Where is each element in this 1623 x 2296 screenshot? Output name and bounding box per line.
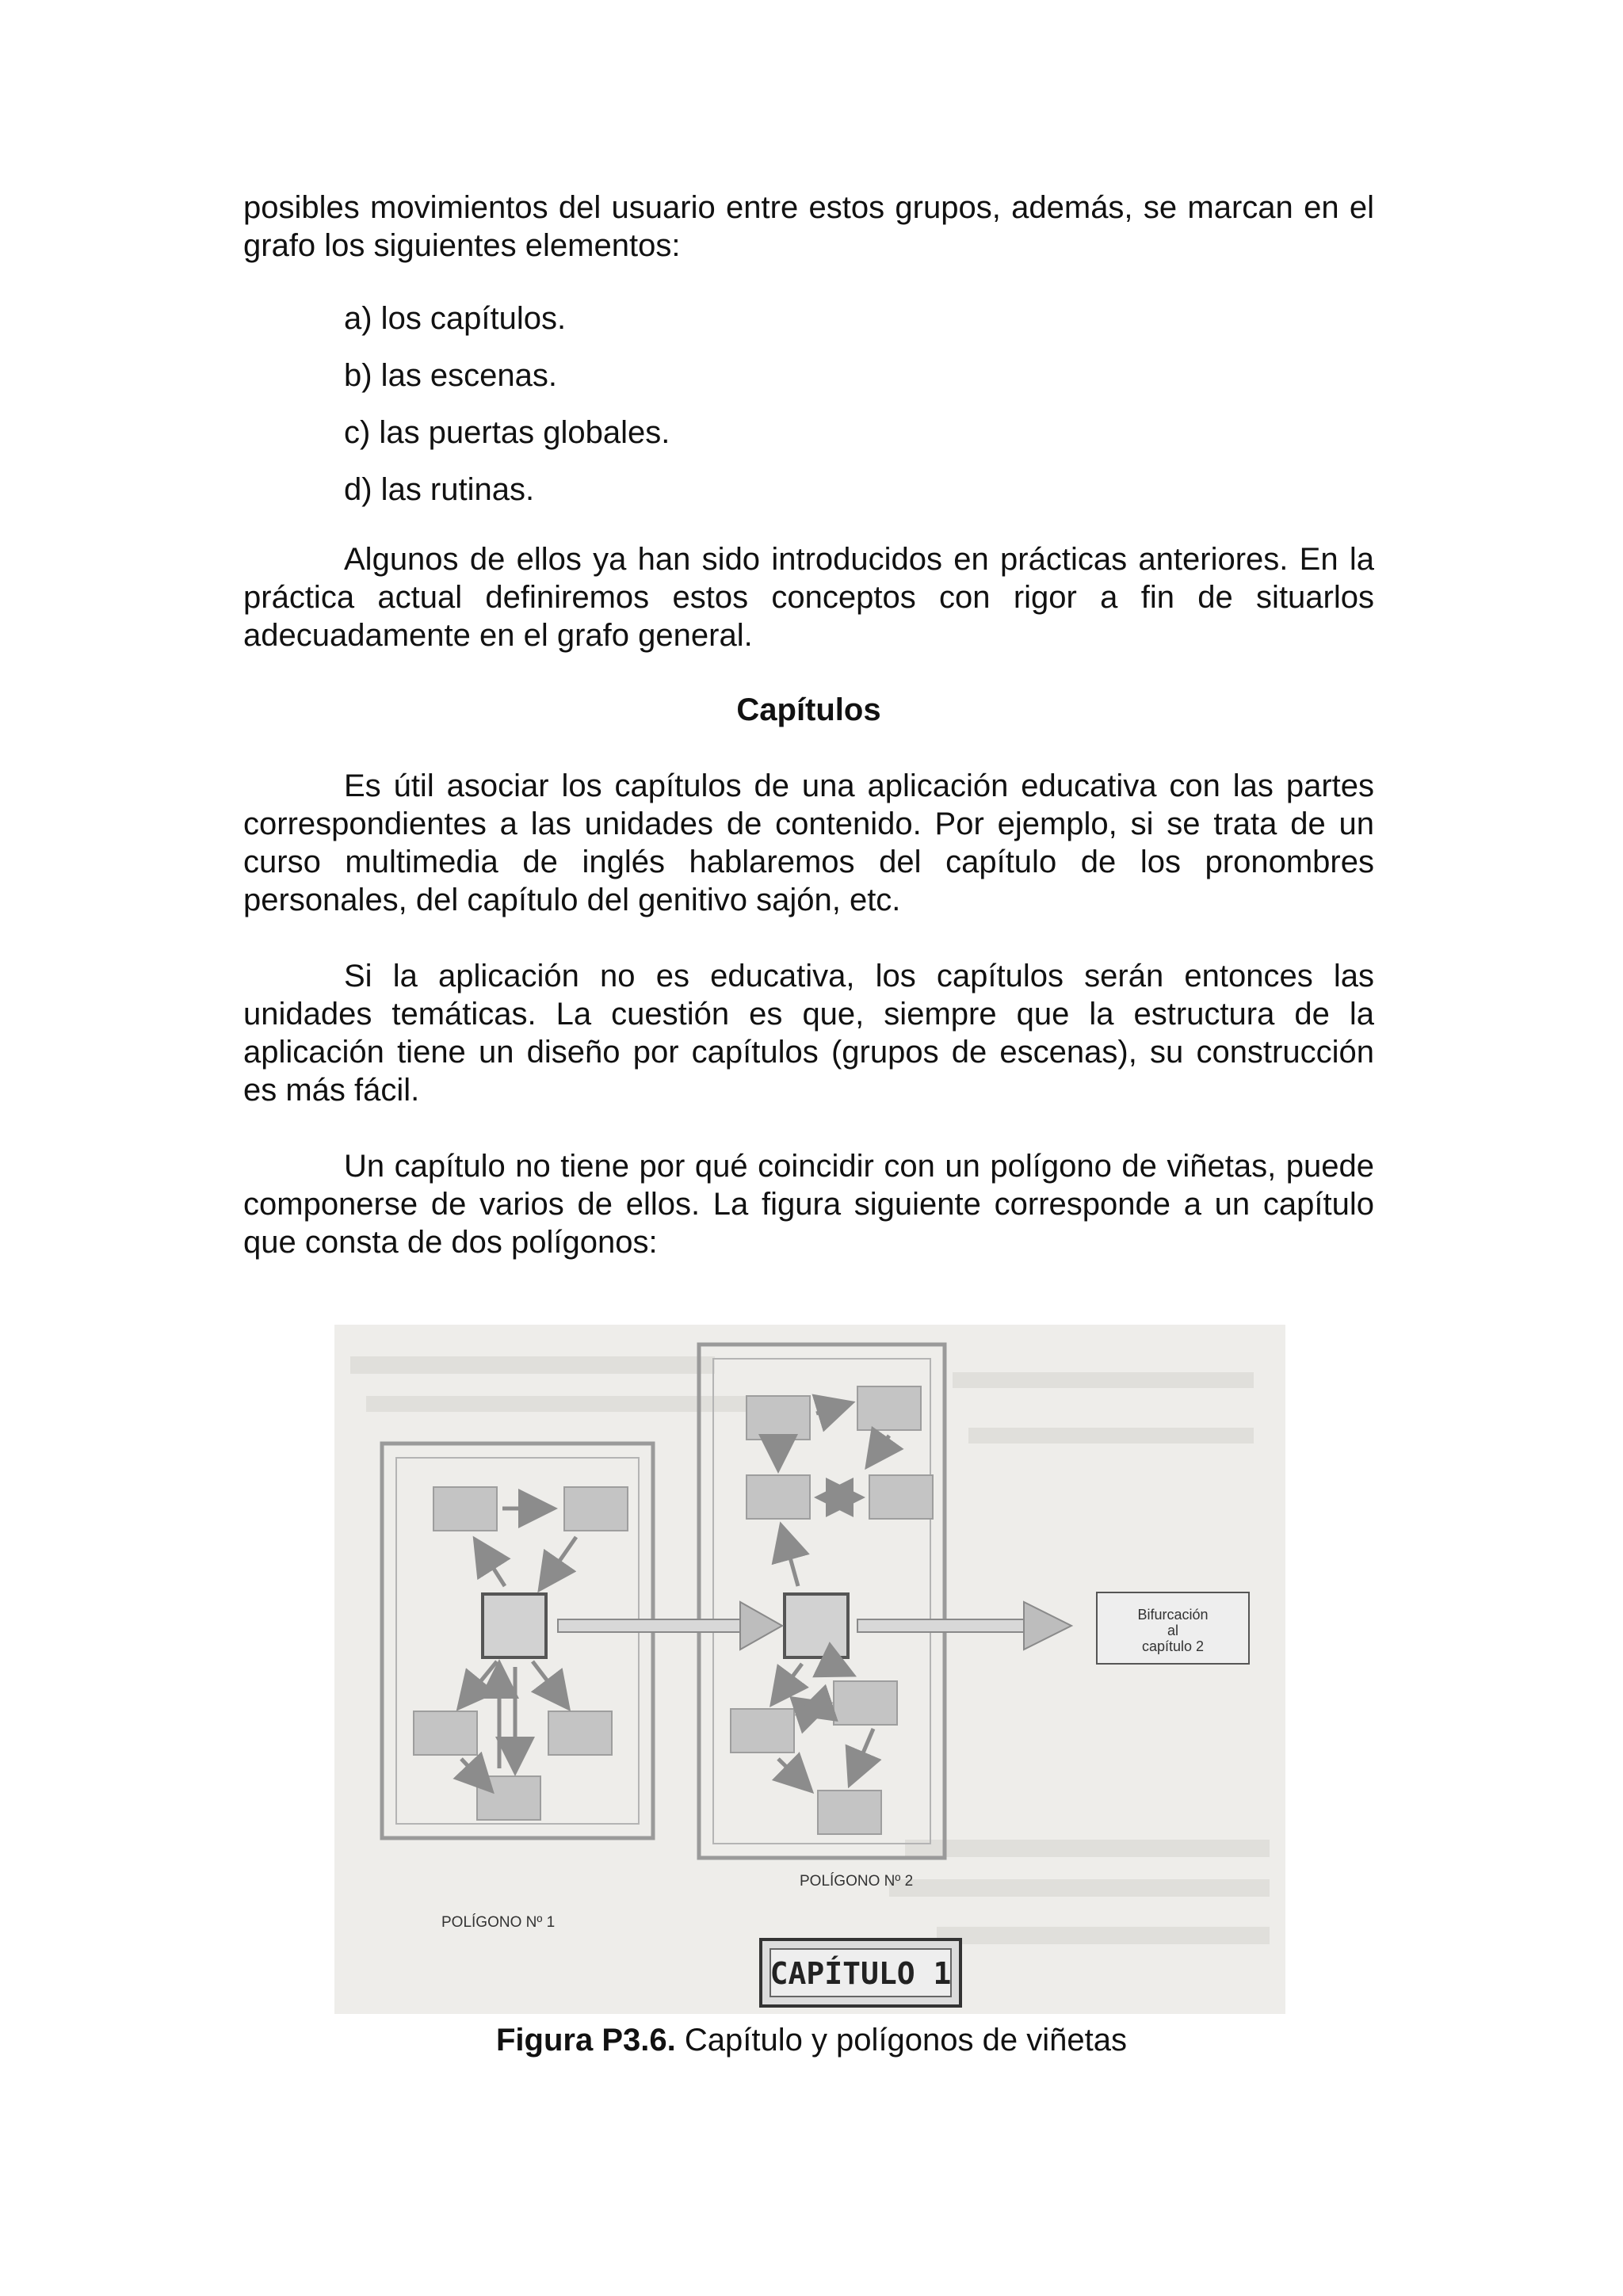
scene-box bbox=[433, 1487, 497, 1531]
bifurcation-line: Bifurcación bbox=[1137, 1607, 1209, 1623]
bifurcation-line: capítulo 2 bbox=[1141, 1638, 1205, 1654]
scene-box bbox=[414, 1711, 477, 1755]
list-item: d) las rutinas. bbox=[344, 472, 535, 507]
document-body bbox=[243, 189, 1374, 1261]
intro-paragraph: posibles movimientos del usuario entre estos grupos, además, se marcan en el grafo los siguientes elementos: bbox=[243, 190, 1374, 263]
list-item: c) las puertas globales. bbox=[344, 415, 670, 450]
scene-box bbox=[548, 1711, 612, 1755]
caption-number: Figura P3.6. bbox=[495, 2023, 676, 2058]
caption-text: Capítulo y polígonos de viñetas bbox=[675, 2023, 1127, 2058]
scene-box bbox=[731, 1709, 794, 1753]
scene-box bbox=[834, 1681, 897, 1725]
scene-box bbox=[869, 1475, 933, 1519]
paragraph-chapters-education: Es útil asociar los capítulos de una aplicación educativa con las partes correspondientes a las unidades de contenido. Por ejemplo, si se trata de un curso multimedia de inglés hablaremos del capítulo de los pronombres personales, del capítulo del genitivo sajón, etc. bbox=[243, 769, 1374, 917]
bifurcation-line: al bbox=[1167, 1623, 1179, 1638]
paragraph-previous-practices: Algunos de ellos ya han sido introducidos en prácticas anteriores. En la práctica actual definiremos estos conceptos con rigor a fin de situarlos adecuadamente en el grafo general. bbox=[243, 542, 1374, 653]
scene-box bbox=[747, 1475, 810, 1519]
polygon-2-label: POLÍGONO Nº 2 bbox=[800, 1873, 914, 1890]
list-item: b) las escenas. bbox=[344, 358, 558, 393]
scene-box bbox=[818, 1791, 881, 1834]
elements-list bbox=[344, 299, 1374, 509]
scene-box bbox=[857, 1386, 921, 1430]
paragraph-chapter-polygons: Un capítulo no tiene por qué coincidir con un polígono de viñetas, puede componerse de varios de ellos. La figura siguiente corresponde a un capítulo que consta de dos polígonos: bbox=[243, 1149, 1374, 1260]
paragraph-chapters-thematic: Si la aplicación no es educativa, los capítulos serán entonces las unidades temáticas. La cuestión es que, siempre que la estructura de la aplicación tiene un diseño por capítulos (grupos de escenas), su construcción es más fácil. bbox=[243, 959, 1374, 1108]
scene-box bbox=[747, 1396, 810, 1440]
central-scene-box-2 bbox=[785, 1594, 848, 1657]
figure-diagram bbox=[334, 1325, 1285, 2014]
chapter-polygon-figure bbox=[334, 1325, 1285, 2014]
section-heading: Capítulos bbox=[736, 692, 881, 727]
figure-caption bbox=[0, 2021, 1623, 2059]
list-item: a) los capítulos. bbox=[344, 301, 567, 336]
central-scene-box-1 bbox=[483, 1594, 546, 1657]
chapter-label: CAPÍTULO 1 bbox=[769, 1956, 952, 1991]
scene-box bbox=[564, 1487, 628, 1531]
polygon-1-label: POLÍGONO Nº 1 bbox=[441, 1914, 556, 1931]
